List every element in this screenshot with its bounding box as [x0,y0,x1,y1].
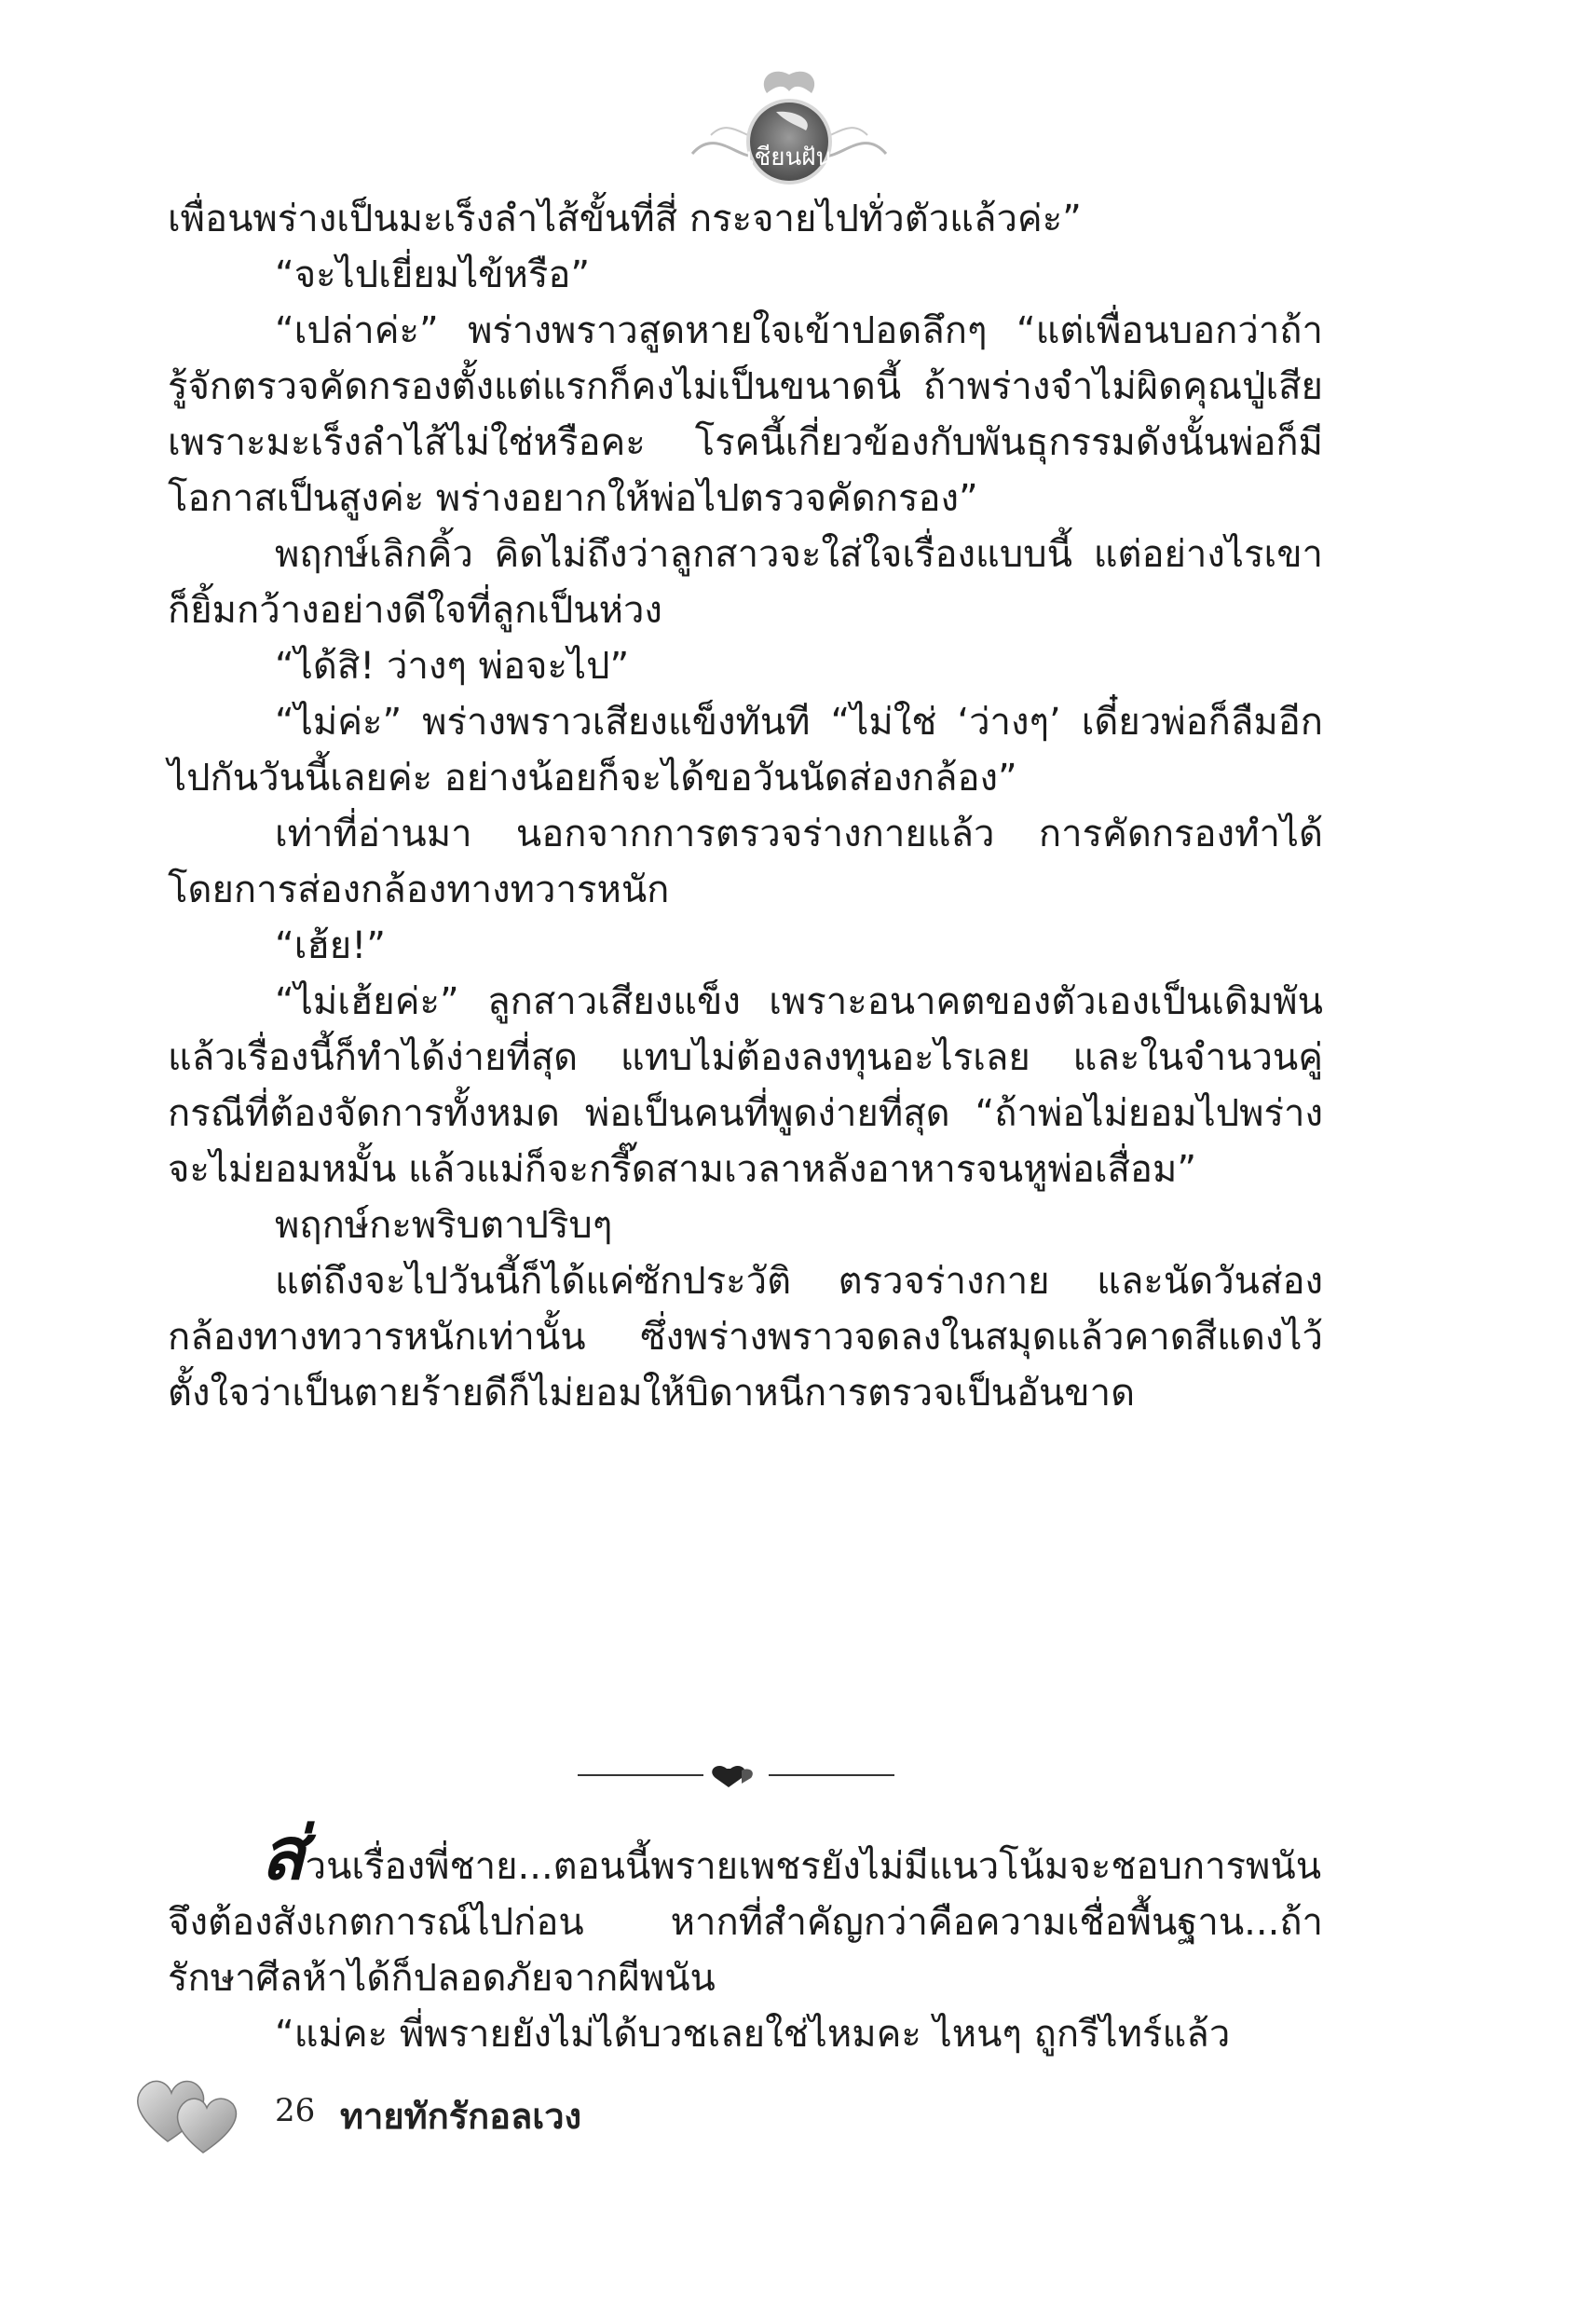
paragraph: เพื่อนพร่างเป็นมะเร็งลำไส้ขั้นที่สี่ กระจายไปทั่วตัวแล้วค่ะ” [168,198,1082,240]
paragraph: “เปล่าค่ะ” พร่างพราวสูดหายใจเข้าปอดลึกๆ “แต่เพื่อนบอกว่าถ้ารู้จักตรวจคัดกรองตั้งแต่แรกก็คงไม่เป็นขนาดนี้ ถ้าพร่างจำไม่ผิดคุณปู่เสียเพราะมะเร็งลำไส้ไม่ใช่หรือคะ โรคนี้เกี่ยวข้องกับพันธุกรรมดังนั้นพ่อก็มีโอกาสเป็นสูงค่ะ พร่างอยากให้พ่อไปตรวจคัดกรอง” [168,309,1323,520]
paragraph: เท่าที่อ่านมา นอกจากการตรวจร่างกายแล้ว การคัดกรองทำได้โดยการส่องกล้องทางทวารหนัก [168,813,1323,911]
publisher-logo [683,65,895,186]
page-number: 26 [275,2092,316,2129]
paragraph: “ไม่เฮ้ยค่ะ” ลูกสาวเสียงแข็ง เพราะอนาคตของตัวเองเป็นเดิมพันแล้วเรื่องนี้ก็ทำได้ง่ายที่สุด แทบไม่ต้องลงทุนอะไรเลย และในจำนวนคู่กรณีที่ต้องจัดการทั้งหมด พ่อเป็นคนที่พูดง่ายที่สุด “ถ้าพ่อไม่ยอมไปพร่างจะไม่ยอมหมั้น แล้วแม่ก็จะกรี๊ดสามเวลาหลังอาหารจนหูพ่อเสื่อม” [168,980,1323,1191]
paragraph: แต่ถึงจะไปวันนี้ก็ได้แค่ซักประวัติ ตรวจร่างกาย และนัดวันส่องกล้องทางทวารหนักเท่านั้น ซึ่งพร่างพราวจดลงในสมุดแล้วคาดสีแดงไว้ ตั้งใจว่าเป็นตายร้ายดีก็ไม่ยอมให้บิดาหนีการตรวจเป็นอันขาด [168,1260,1323,1415]
body-text [168,191,1323,1421]
drop-cap: ส่ [261,1812,306,1896]
paragraph: “ไม่ค่ะ” พร่างพราวเสียงแข็งทันที “ไม่ใช่ ‘ว่างๆ’ เดี๋ยวพ่อก็ลืมอีกไปกันวันนี้เลยค่ะ อย่างน้อยก็จะได้ขอวันนัดส่องกล้อง” [168,701,1323,800]
section-first-paragraph [168,1812,1323,2006]
section-divider-icon [578,1761,894,1789]
paragraph: พฤกษ์กะพริบตาปริบๆ [275,1204,613,1247]
section-text [168,1812,1323,2062]
paragraph: “เฮ้ย!” [275,924,387,967]
logo-text: เชียนฝัน [745,144,833,171]
paragraph: พฤกษ์เลิกคิ้ว คิดไม่ถึงว่าลูกสาวจะใส่ใจเรื่องแบบนี้ แต่อย่างไรเขาก็ยิ้มกว้างอย่างดีใจที่ลูกเป็นห่วง [168,533,1323,632]
section-first-paragraph-rest: วนเรื่องพี่ชาย...ตอนนี้พรายเพชรยังไม่มีแนวโน้มจะชอบการพนัน จึงต้องสังเกตการณ์ไปก่อน หากที่สำคัญกว่าคือความเชื่อพื้นฐาน...ถ้ารักษาศีลห้าได้ก็ปลอดภัยจากผีพนัน [168,1845,1323,2000]
hearts-icon [130,2069,247,2157]
paragraph: “ได้สิ! ว่างๆ พ่อจะไป” [275,645,630,688]
paragraph: “แม่คะ พี่พรายยังไม่ได้บวชเลยใช่ไหมคะ ไหนๆ ถูกรีไทร์แล้ว [275,2013,1231,2056]
book-title: ทายทักรักอลเวง [340,2096,582,2137]
paragraph: “จะไปเยี่ยมไข้หรือ” [275,253,591,296]
